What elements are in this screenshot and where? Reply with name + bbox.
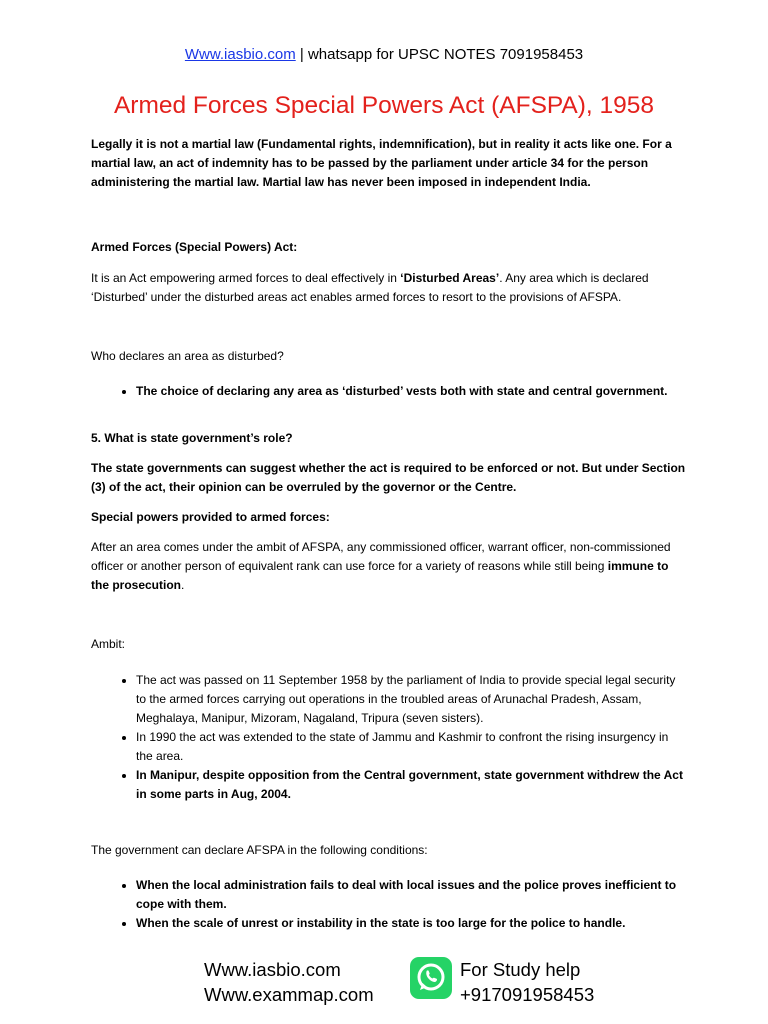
conditions-list bbox=[91, 876, 687, 933]
list-item: • The act was passed on 11 September 1958 by the parliament of India to provide special legal security to the armed forces carrying out operations in the troubled areas of Arunachal Pradesh, Assam, Meghalaya, Manipur, Mizoram, Nagaland, Tripura (seven sisters). bbox=[136, 671, 687, 728]
special-powers-text-2: . bbox=[181, 578, 185, 592]
footer-help-label: For Study help bbox=[460, 959, 581, 980]
footer-websites bbox=[204, 957, 374, 1007]
question-disturbed: Who declares an area as disturbed? bbox=[91, 349, 284, 363]
header-link[interactable]: Www.iasbio.com bbox=[184, 46, 296, 63]
section-heading-afspa: Armed Forces (Special Powers) Act: bbox=[91, 240, 298, 254]
special-powers-text-bold: immune to the prosecution bbox=[91, 559, 669, 592]
footer-site-2: Www.exammap.com bbox=[204, 984, 374, 1005]
footer-site-1: Www.iasbio.com bbox=[204, 959, 341, 980]
afspa-text-2: . Any area which is declared ‘Disturbed’ under the disturbed areas act enables armed forces to resort to the provisions of AFSPA. bbox=[91, 271, 649, 304]
list-item: • When the scale of unrest or instability in the state is too large for the police to handle. bbox=[136, 914, 687, 933]
list-item: • In 1990 the act was extended to the state of Jammu and Kashmir to confront the rising insurgency in the area. bbox=[136, 728, 687, 766]
afspa-text-bold: ‘Disturbed Areas’ bbox=[400, 271, 500, 285]
section-heading-conditions: The government can declare AFSPA in the following conditions: bbox=[91, 843, 428, 857]
document-body bbox=[91, 135, 687, 933]
ambit-list bbox=[91, 671, 687, 804]
header-text: | whatsapp for UPSC NOTES 7091958453 bbox=[295, 46, 584, 63]
disturbed-list bbox=[91, 382, 687, 401]
afspa-text-1: It is an Act empowering armed forces to deal effectively in bbox=[91, 271, 401, 285]
special-powers-text-1: After an area comes under the ambit of AFSPA, any commissioned officer, warrant officer, non-commissioned officer or another person of equivalent rank can use force for a variety of reasons while still being bbox=[91, 540, 671, 573]
section-heading-state-role: 5. What is state government’s role? bbox=[91, 431, 293, 445]
footer-phone: +917091958453 bbox=[460, 984, 595, 1005]
footer-contact bbox=[460, 957, 594, 1007]
special-powers-paragraph bbox=[91, 538, 687, 595]
list-item: • In Manipur, despite opposition from the Central government, state government withdrew the Act in some parts in Aug, 2004. bbox=[136, 766, 687, 804]
whatsapp-icon bbox=[410, 957, 452, 999]
list-item: • The choice of declaring any area as ‘disturbed’ vests both with state and central government. bbox=[136, 382, 687, 401]
section-heading-ambit: Ambit: bbox=[91, 637, 126, 651]
afspa-paragraph bbox=[91, 269, 687, 307]
intro-paragraph: Legally it is not a martial law (Fundamental rights, indemnification), but in reality it acts like one. For a martial law, an act of indemnity has to be passed by the parliament under article 34 for the person administering the martial law. Martial law has never been imposed in independent India. bbox=[91, 137, 672, 189]
list-item: • When the local administration fails to deal with local issues and the police proves inefficient to cope with them. bbox=[136, 876, 687, 914]
page-header bbox=[0, 46, 768, 63]
section-heading-special-powers: Special powers provided to armed forces: bbox=[91, 510, 330, 524]
page-title: Armed Forces Special Powers Act (AFSPA), 1958 bbox=[113, 92, 655, 119]
state-role-paragraph: The state governments can suggest whether the act is required to be enforced or not. But under Section (3) of the act, their opinion can be overruled by the governor or the Centre. bbox=[91, 461, 686, 494]
